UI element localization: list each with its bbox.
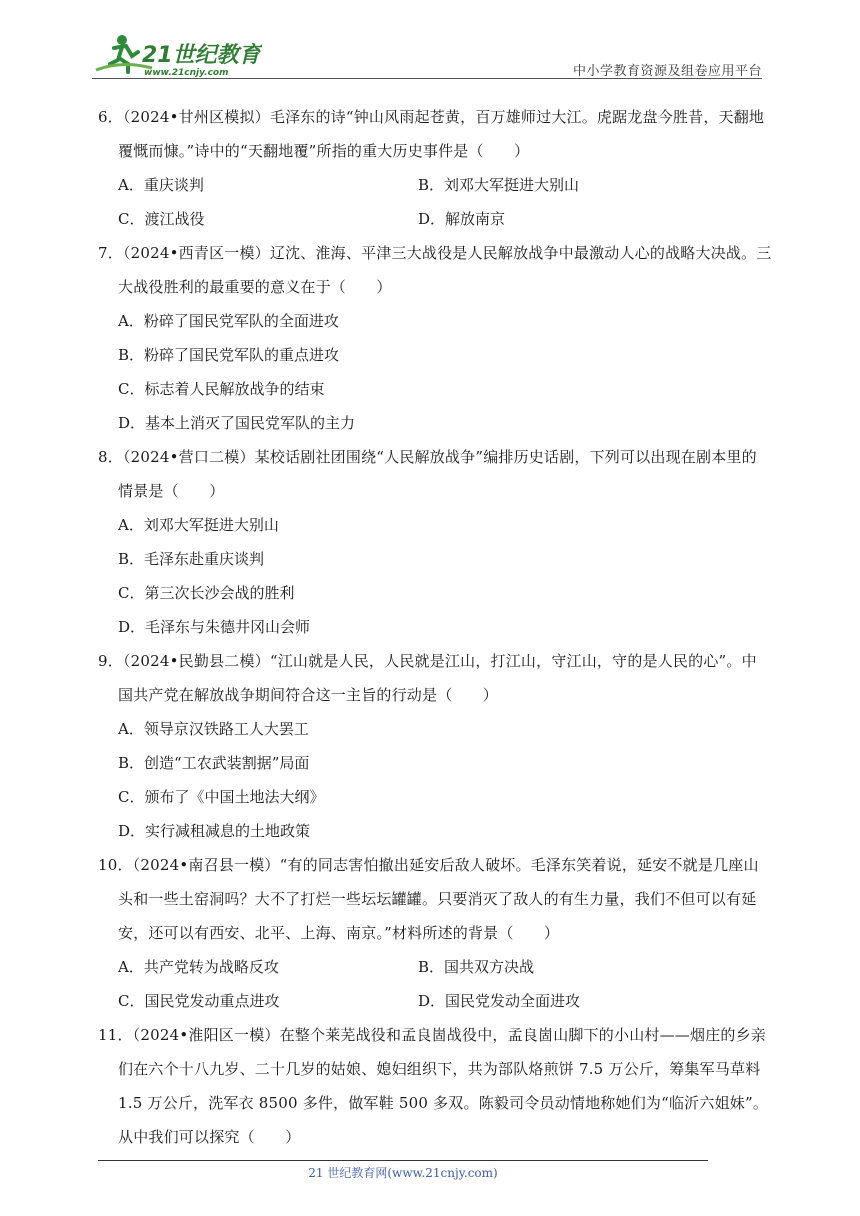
question-item (98, 440, 766, 644)
answer-option: C．国民党发动重点进攻 (118, 992, 280, 1010)
answer-option: B．创造“工农武装割据”局面 (118, 754, 310, 772)
answer-option: A．刘邓大军挺进大别山 (118, 516, 279, 534)
footer-divider (98, 1160, 708, 1161)
option-row (98, 168, 766, 202)
answer-option: B．刘邓大军挺进大别山 (418, 176, 580, 194)
answer-option: D．国民党发动全面进攻 (418, 992, 581, 1010)
option-row (98, 984, 766, 1018)
answer-option: A．重庆谈判 (118, 176, 204, 194)
site-logo (92, 30, 262, 78)
svg-text:21世纪教育: 21世纪教育 (142, 43, 261, 68)
answer-option: A．共产党转为战略反攻 (118, 958, 279, 976)
answer-option: C．渡江战役 (118, 210, 205, 228)
option-row (98, 202, 766, 236)
question-item (98, 236, 772, 440)
question-stem-line: 情景是（ ） (118, 482, 225, 500)
question-stem-line: 9．（2024•民勤县二模）“江山就是人民，人民就是江山，打江山，守江山，守的是人民的心”。中 (98, 652, 757, 670)
header-divider (92, 78, 762, 79)
question-stem-line: 覆慨而慷。”诗中的“天翻地覆”所指的重大历史事件是（ ） (118, 142, 530, 160)
page-header (92, 30, 762, 80)
answer-option: D．解放南京 (418, 210, 506, 228)
question-item (98, 644, 766, 848)
question-stem-line: 7．（2024•西青区一模）辽沈、淮海、平津三大战役是人民解放战争中最激动人心的战略大决战。三 (98, 244, 772, 262)
option-row (98, 950, 766, 984)
question-stem-line: 国共产党在解放战争期间符合这一主旨的行动是（ ） (118, 686, 499, 704)
answer-option: D．基本上消灭了国民党军队的主力 (118, 414, 356, 432)
question-stem-line: 从中我们可以探究（ ） (118, 1128, 301, 1146)
answer-option: B．毛泽东赴重庆谈判 (118, 550, 265, 568)
footer-text: 21 世纪教育网(www.21cnjy.com) (308, 1166, 498, 1180)
question-stem-line: 11．（2024•淮阳区一模）在整个莱芜战役和孟良崮战役中，孟良崮山脚下的小山村——烟庄的乡亲 (98, 1026, 767, 1044)
question-stem-line: 6．（2024•甘州区模拟）毛泽东的诗“钟山风雨起苍黄，百万雄师过大江。虎踞龙盘今胜昔，天翻地 (98, 108, 765, 126)
question-stem-line: 大战役胜利的最重要的意义在于（ ） (118, 278, 392, 296)
question-stem-line: 们在六个十八九岁、二十几岁的姑娘、媳妇组织下，共为部队烙煎饼 7.5 万公斤，筹集军马草料 (118, 1060, 761, 1078)
answer-option: B．国共双方决战 (418, 958, 535, 976)
question-stem-line: 1.5 万公斤，洗军衣 8500 多件，做军鞋 500 多双。陈毅司令员动情地称她们为“临沂六姐妹”。 (118, 1094, 769, 1112)
answer-option: C．第三次长沙会战的胜利 (118, 584, 295, 602)
question-item (98, 1018, 769, 1154)
question-list (98, 100, 772, 1154)
answer-option: D．毛泽东与朱德井冈山会师 (118, 618, 311, 636)
question-stem-line: 头和一些土窑洞吗？大不了打烂一些坛坛罐罐。只要消灭了敌人的有生力量，我们不但可以有延 (118, 890, 757, 908)
logo-graphic (92, 30, 262, 78)
answer-option: A．领导京汉铁路工人大罢工 (118, 720, 309, 738)
question-item (98, 100, 766, 236)
answer-option: B．粉碎了国民党军队的重点进攻 (118, 346, 340, 364)
svg-text:www.21cnjy.com: www.21cnjy.com (144, 68, 229, 78)
question-stem-line: 8．（2024•营口二模）某校话剧社团围绕“人民解放战争”编排历史话剧，下列可以出现在剧本里的 (98, 448, 757, 466)
answer-option: D．实行减租减息的土地政策 (118, 822, 311, 840)
answer-option: A．粉碎了国民党军队的全面进攻 (118, 312, 339, 330)
question-stem-line: 10．（2024•南召县一模）“有的同志害怕撤出延安后敌人破坏。毛泽东笑着说，延安不就是几座山 (98, 856, 759, 874)
platform-name: 中小学教育资源及组卷应用平台 (572, 64, 762, 79)
answer-option: C．标志着人民解放战争的结束 (118, 380, 325, 398)
question-item (98, 848, 766, 1018)
answer-option: C．颁布了《中国土地法大纲》 (118, 788, 325, 806)
question-stem-line: 安，还可以有西安、北平、上海、南京。”材料所述的背景（ ） (118, 924, 560, 942)
